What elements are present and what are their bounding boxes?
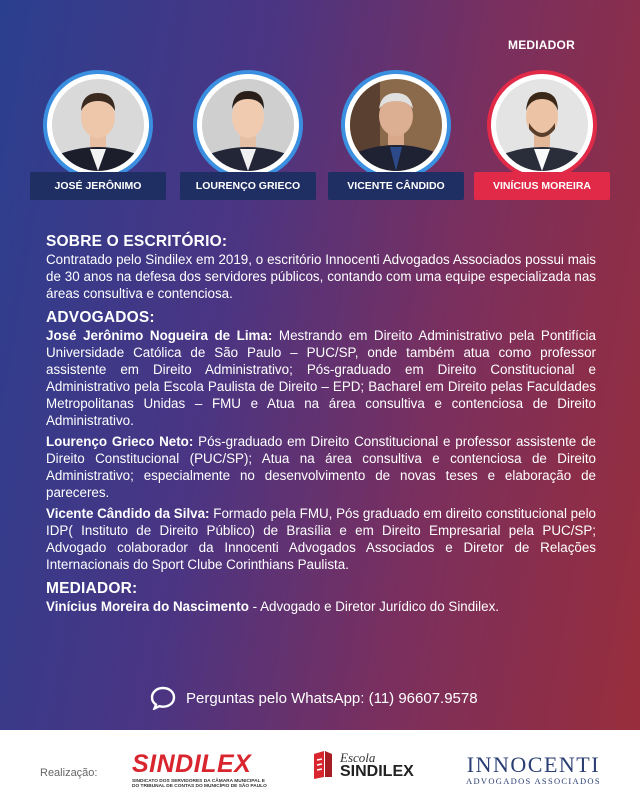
book-icon bbox=[312, 750, 334, 780]
speaker-card bbox=[180, 70, 328, 200]
speaker-photo-ring bbox=[487, 70, 597, 180]
lawyer-bio bbox=[46, 327, 596, 429]
footer bbox=[0, 730, 640, 806]
lawyer-name: Lourenço Grieco Neto: bbox=[46, 434, 194, 449]
whatsapp-text: Perguntas pelo WhatsApp: (11) 96607.9578 bbox=[186, 689, 478, 707]
lawyer-text: Formado pela FMU, Pós graduado em direito constitucional pelo IDP( Instituto de Direito Público) de Brasília e em Direito Empresarial pela PUC/SP; Advogado colaborador da Innocenti Advogados Associados e Diretor de Relações Internacionais do Sport Clube Corinthians Paulista. bbox=[46, 506, 597, 572]
whatsapp-line bbox=[150, 686, 478, 710]
speaker-photo-ring bbox=[43, 70, 153, 180]
lawyer-text: Pós-graduado em Direito Constitucional e professor assistente de Direito Constitucional (PUC/SP); Atua na área consultiva e contenciosa de Direito Administrativo; especialmente no desenvolvimento de novas teses e elaboração de pareceres. bbox=[46, 434, 596, 500]
mediator-section bbox=[46, 579, 596, 615]
speaker-name: VINÍCIUS MOREIRA bbox=[474, 172, 610, 200]
lawyer-bio bbox=[46, 433, 596, 501]
mediator-tag: MEDIADOR bbox=[508, 38, 575, 52]
about-text: Contratado pelo Sindilex em 2019, o escritório Innocenti Advogados Associados possui mais de 30 anos na defesa dos servidores públicos, contando com uma equipe especializada nas áreas consultiva e contenciosa. bbox=[46, 252, 596, 301]
chat-bubble-icon bbox=[150, 686, 176, 710]
mediator-text: - Advogado e Diretor Jurídico do Sindilex. bbox=[248, 599, 499, 614]
speaker-photo-ring bbox=[341, 70, 451, 180]
escola-sindilex-logo: Escola SINDILEX bbox=[312, 750, 414, 780]
mediator-name: Vinícius Moreira do Nascimento bbox=[46, 599, 249, 614]
speaker-photo bbox=[350, 79, 442, 171]
lawyer-text: Mestrando em Direito Administrativo pela Pontifícia Universidade Católica de São Paulo – PUC/SP, onde também atua como professor assistente em Direito Administrativo; Pós-graduado em Direito Constitucional e Administrativo pela Escola Paulista de Direito – EPD; Bacharel em Direito pelas Faculdades Metropolitanas Unidas – FMU e Atua na área consultiva e contenciosa de Direito Administrativo. bbox=[46, 328, 596, 428]
lawyer-bio bbox=[46, 505, 596, 573]
innocenti-logo: INNOCENTI ADVOGADOS ASSOCIADOS bbox=[466, 752, 601, 786]
lawyer-name: Vicente Cândido da Silva: bbox=[46, 506, 210, 521]
section-title: ADVOGADOS: bbox=[46, 309, 155, 326]
main-content bbox=[46, 232, 596, 621]
realizacao-label: Realização: bbox=[40, 767, 98, 779]
section-title: SOBRE O ESCRITÓRIO: bbox=[46, 233, 228, 250]
mediator-card bbox=[474, 70, 622, 200]
lawyer-name: José Jerônimo Nogueira de Lima: bbox=[46, 328, 273, 343]
sindilex-logo: SINDILEX SINDICATO DOS SERVIDORES DA CÂMARA MUNICIPAL E DO TRIBUNAL DE CONTAS DO MUNICÍPIO DE SÃO PAULO bbox=[132, 750, 267, 789]
section-title: MEDIADOR: bbox=[46, 580, 138, 597]
speaker-card bbox=[30, 70, 178, 200]
speaker-card bbox=[328, 70, 476, 200]
speaker-name: LOURENÇO GRIECO bbox=[180, 172, 316, 200]
speaker-name: JOSÉ JERÔNIMO bbox=[30, 172, 166, 200]
speaker-photo-ring bbox=[193, 70, 303, 180]
speaker-name: VICENTE CÂNDIDO bbox=[328, 172, 464, 200]
speaker-photo bbox=[52, 79, 144, 171]
lawyers-section bbox=[46, 308, 596, 573]
speaker-photo bbox=[202, 79, 294, 171]
about-section bbox=[46, 232, 596, 302]
mediator-bio bbox=[46, 598, 596, 615]
speaker-photo bbox=[496, 79, 588, 171]
